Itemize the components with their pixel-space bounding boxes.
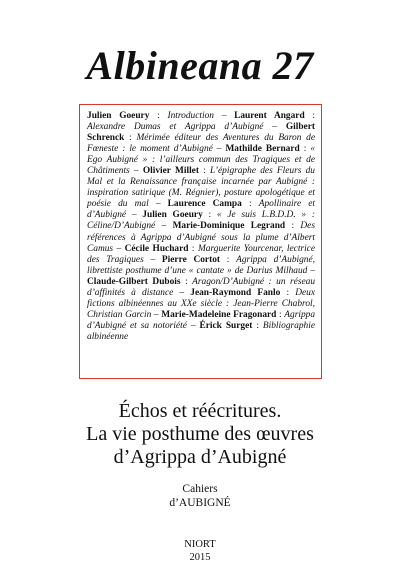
toc-colon: :: [252, 320, 263, 331]
toc-colon: :: [188, 243, 198, 254]
toc-separator: –: [129, 166, 143, 177]
subtitle-line: Échos et réécritures.: [118, 400, 282, 422]
imprint-year: 2015: [189, 552, 211, 563]
toc-colon: :: [304, 111, 316, 121]
toc-separator: –: [307, 265, 316, 276]
toc-separator: –: [126, 210, 143, 221]
toc-author: Julien Goeury: [142, 210, 203, 221]
toc-separator: –: [155, 221, 173, 232]
table-of-contents-frame: [79, 104, 322, 379]
toc-author: Marie-Madeleine Fragonard: [161, 309, 277, 320]
toc-title: Apollinaire et d’Aubigné: [87, 199, 316, 221]
subtitle-line: La vie posthume des œuvres: [86, 423, 314, 445]
toc-author: Olivier Millet: [142, 166, 199, 177]
series-line: Cahiers: [182, 483, 218, 495]
toc-colon: :: [202, 210, 217, 221]
toc-author: Mathilde Bernard: [225, 144, 300, 155]
toc-author: Érick Surget: [199, 320, 253, 331]
toc-separator: –: [143, 254, 162, 265]
volume-subtitle: [0, 400, 400, 469]
toc-colon: :: [276, 309, 285, 320]
toc-separator: –: [212, 144, 226, 155]
imprint-place: NIORT: [184, 539, 216, 550]
toc-colon: :: [198, 166, 210, 177]
toc-title: Mérimée éditeur des Aventures du Baron de Fœneste : le moment d’Aubigné: [87, 133, 315, 155]
toc-author: Laurent Angard: [234, 111, 305, 121]
toc-separator: –: [186, 320, 200, 331]
table-of-contents: [87, 111, 315, 343]
imprint: [0, 538, 400, 564]
toc-title: Agrippa d’Aubigné, librettiste posthume d’une « cantate » de Darius Milhaud: [87, 254, 315, 276]
toc-colon: :: [220, 254, 237, 265]
toc-title: Introduction: [167, 111, 214, 121]
toc-colon: :: [285, 221, 301, 232]
toc-author: Cécile Huchard: [124, 243, 189, 254]
toc-colon: :: [124, 133, 137, 144]
toc-colon: :: [299, 144, 311, 155]
toc-separator: –: [213, 111, 235, 121]
toc-author: Julien Goeury: [87, 111, 150, 121]
toc-entry: [87, 111, 214, 121]
toc-title: Deux fictions albinéennes au XXe siècle : Jean-Pierre Chabrol, Christian Garcin: [87, 287, 315, 320]
toc-title: Agrippa d’Aubigné et sa notoriété: [87, 309, 316, 331]
toc-title: L’épigraphe des Fleurs du Mal et la Renaissance française incarnée par Aubigné : inspiration satirique (M. Régnier), posture apologétique et poésie du mal: [87, 166, 315, 210]
toc-author: Laurence Campa: [167, 199, 242, 210]
series-line: d’AUBIGNÉ: [169, 497, 231, 509]
toc-separator: –: [263, 122, 286, 133]
toc-author: Claude-Gilbert Dubois: [87, 276, 181, 287]
journal-title: Albineana 27: [86, 43, 314, 88]
toc-separator: –: [113, 243, 125, 254]
toc-author: Pierre Cortot: [161, 254, 221, 265]
toc-author: Jean-Raymond Fanlo: [190, 287, 281, 298]
toc-title: Des références à Agrippa d’Aubigné sous la plume d’Albert Camus: [87, 221, 315, 254]
toc-author: Gilbert Schrenck: [87, 122, 315, 144]
toc-colon: :: [241, 199, 259, 210]
toc-title: Aragon/D’Aubigné : un réseau d’affinités à distance: [87, 276, 316, 298]
toc-title: « Je suis L.B.D.D. » : Céline/D’Aubigné: [87, 210, 316, 232]
series-name: [0, 482, 400, 510]
toc-title: Marguerite Yourcenar, lectrice des Tragiques: [87, 243, 316, 265]
toc-title: « Ego Aubigné » : l’ailleurs commun des Tragiques et de Châtiments: [87, 144, 316, 177]
toc-colon: :: [180, 276, 193, 287]
toc-separator: –: [148, 199, 168, 210]
toc-title: Bibliographie albinéenne: [87, 320, 315, 342]
toc-separator: –: [173, 287, 191, 298]
toc-colon: :: [280, 287, 296, 298]
toc-separator: –: [151, 309, 162, 320]
toc-colon: :: [149, 111, 168, 121]
toc-title: Alexandre Dumas et Agrippa d’Aubigné: [87, 122, 264, 133]
toc-author: Marie-Dominique Legrand: [172, 221, 286, 232]
subtitle-line: d’Agrippa d’Aubigné: [113, 446, 287, 468]
